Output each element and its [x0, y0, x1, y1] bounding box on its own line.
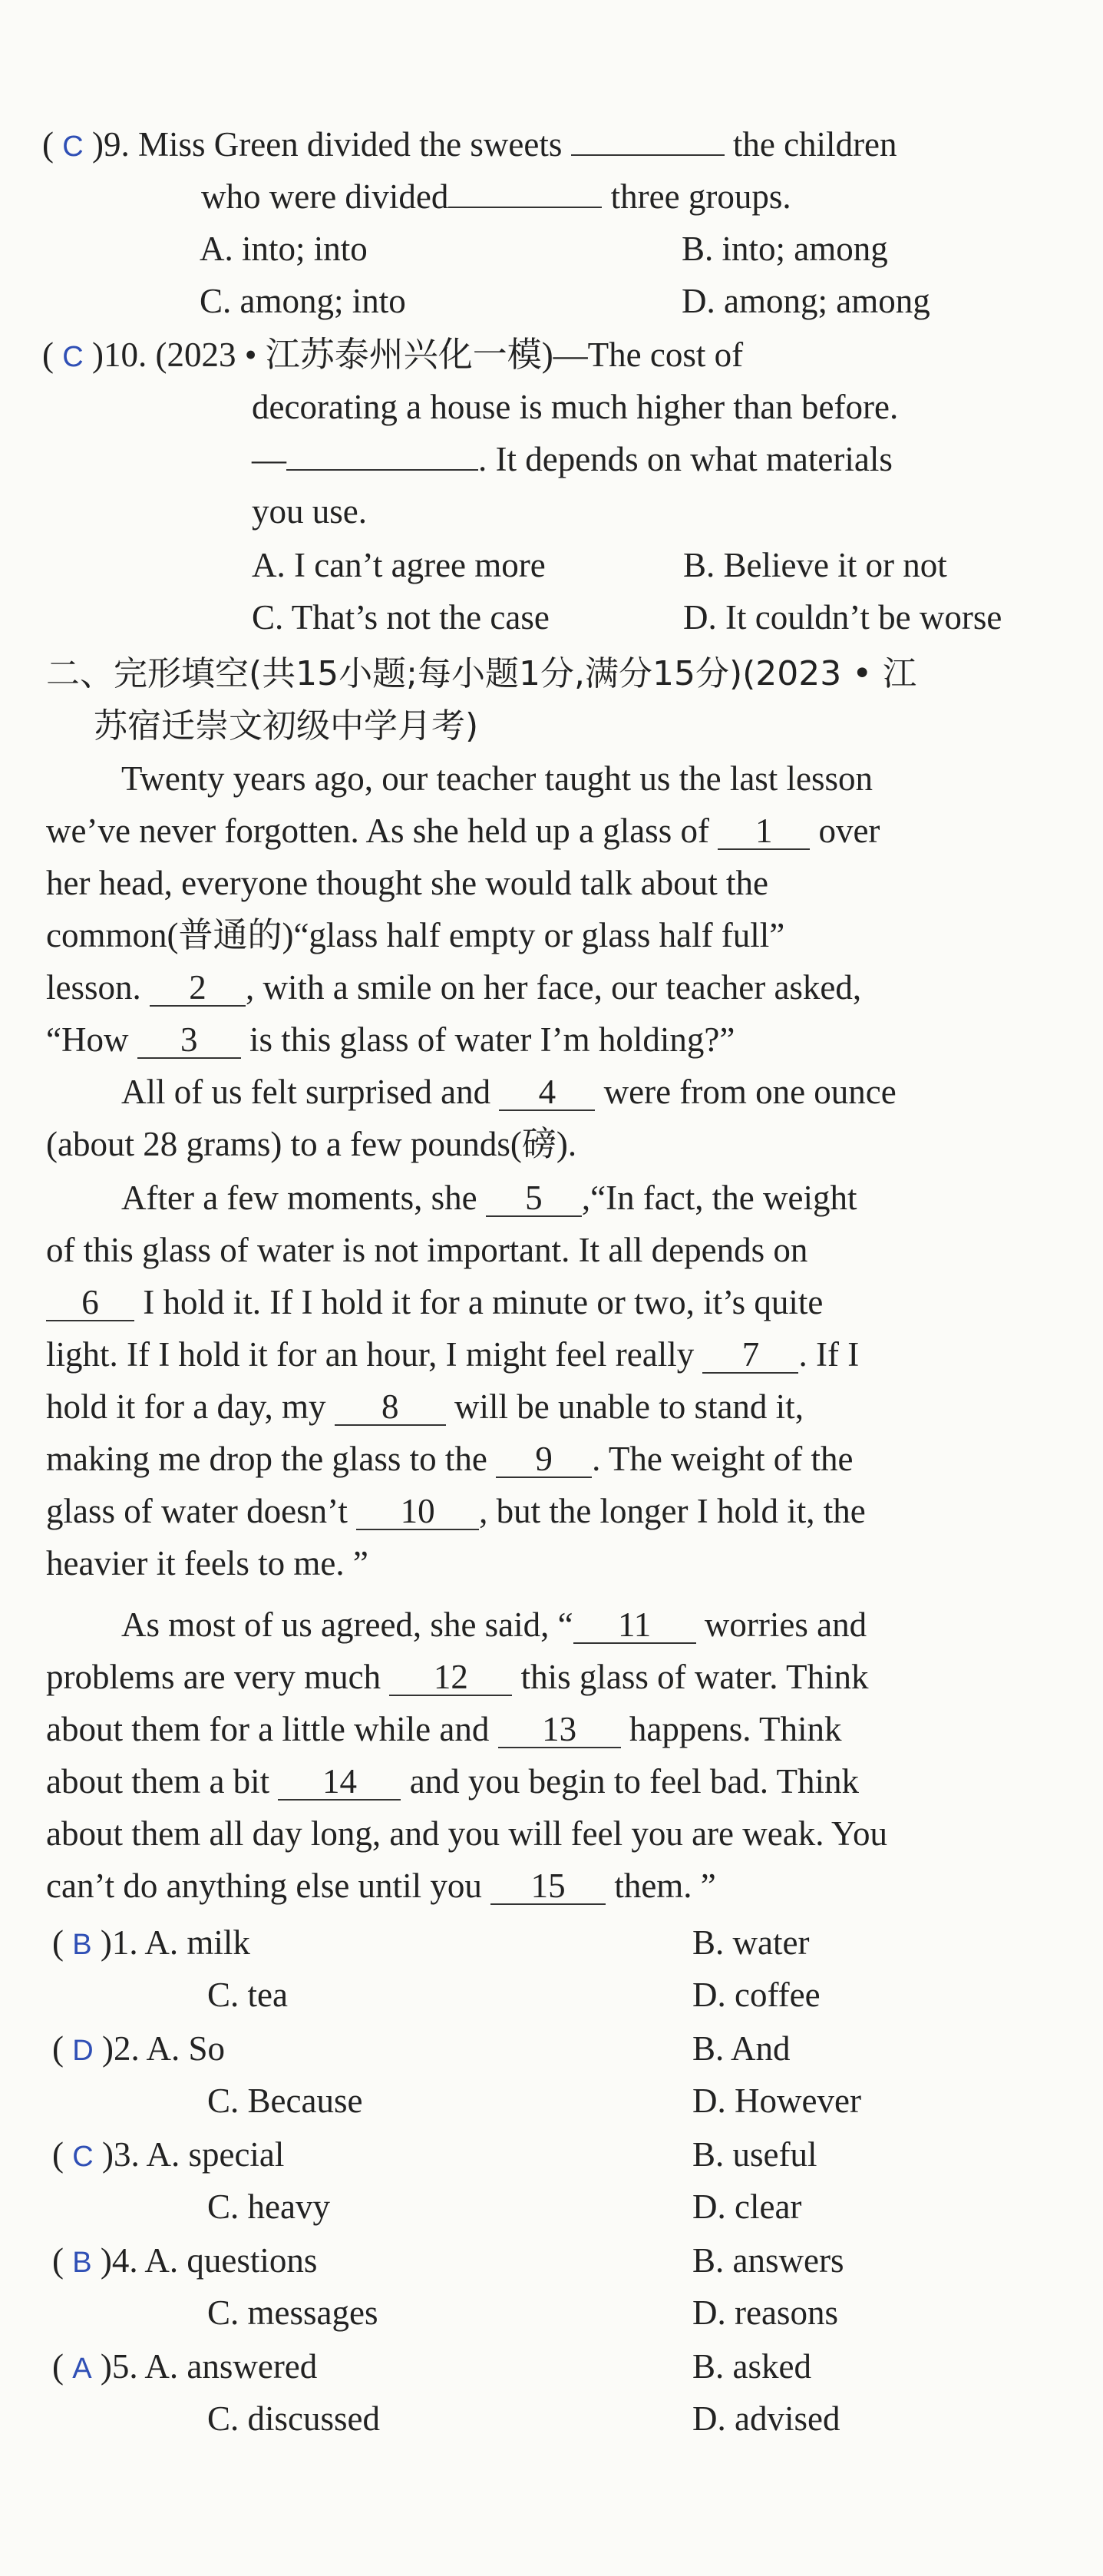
- passage-p1-line5: lesson. 2 , with a smile on her face, our teacher asked,: [46, 968, 862, 1007]
- blank-3[interactable]: 3: [137, 1022, 241, 1059]
- q9-option-d: D. among; among: [682, 282, 930, 320]
- passage-p3-line1: After a few moments, she 5 ,“In fact, the weight: [121, 1179, 857, 1217]
- question-5-option-c[interactable]: C. discussed: [207, 2399, 380, 2438]
- question-1-option-d[interactable]: D. coffee: [692, 1976, 821, 2014]
- q10-option-d: D. It couldn’t be worse: [683, 598, 1002, 637]
- q9-line2: who were divided three groups.: [201, 177, 791, 216]
- question-4-option-d[interactable]: D. reasons: [692, 2293, 838, 2332]
- blank-5[interactable]: 5: [486, 1180, 582, 1217]
- question-5-row1: ( A )5. A. answered: [52, 2347, 318, 2386]
- q9-stem-1: Miss Green divided the sweets: [137, 125, 563, 164]
- q10-option-b: B. Believe it or not: [683, 546, 947, 584]
- question-4-answer: B: [72, 2247, 92, 2279]
- passage-p1-line2: we’ve never forgotten. As she held up a glass of 1 over: [46, 812, 880, 850]
- question-3-answer: C: [72, 2141, 94, 2173]
- question-3-option-c[interactable]: C. heavy: [207, 2187, 330, 2226]
- section-heading-2: 苏宿迁崇文初级中学月考): [94, 706, 479, 746]
- passage-p3-line8: heavier it feels to me. ”: [46, 1544, 368, 1582]
- passage-p1-line3: her head, everyone thought she would talk about the: [46, 864, 768, 902]
- question-5-answer: A: [72, 2353, 92, 2385]
- q10-line1: ( C )10. (2023 • 江苏泰州兴化一模)—The cost of: [42, 336, 744, 374]
- blank-11[interactable]: 11: [573, 1607, 696, 1644]
- q9-option-b: B. into; among: [682, 230, 888, 268]
- section-heading-1: 二、完形填空(共15小题;每小题1分,满分15分)(2023 • 江: [46, 654, 917, 693]
- blank-15[interactable]: 15: [490, 1868, 606, 1905]
- question-4-option-b[interactable]: B. answers: [692, 2241, 844, 2280]
- passage-p4-line5: about them all day long, and you will feel you are weak. You: [46, 1814, 888, 1853]
- passage-p1-line4: common(普通的)“glass half empty or glass half full”: [46, 916, 785, 954]
- q9-option-a: A. into; into: [200, 230, 368, 268]
- q9-blank-1: [571, 154, 725, 156]
- q9-answer: C: [62, 131, 84, 163]
- passage-p3-line3: 6 I hold it. If I hold it for a minute or two, it’s quite: [46, 1279, 823, 1325]
- question-2-option-c[interactable]: C. Because: [207, 2082, 363, 2120]
- q10-line4: you use.: [252, 492, 367, 531]
- passage-p1-line1: Twenty years ago, our teacher taught us the last lesson: [121, 759, 873, 798]
- question-4-row1: ( B )4. A. questions: [52, 2241, 318, 2280]
- question-1-answer: B: [72, 1929, 92, 1961]
- passage-p3-line2: of this glass of water is not important. It all depends on: [46, 1231, 808, 1269]
- passage-p4-line6: can’t do anything else until you 15 them. ”: [46, 1867, 716, 1905]
- blank-13[interactable]: 13: [498, 1711, 621, 1748]
- question-3-row1: ( C )3. A. special: [52, 2135, 285, 2174]
- question-4-option-c[interactable]: C. messages: [207, 2293, 378, 2332]
- blank-1[interactable]: 1: [718, 813, 810, 850]
- passage-p3-line7: glass of water doesn’t 10 , but the longer I hold it, the: [46, 1492, 866, 1530]
- question-3-option-b[interactable]: B. useful: [692, 2135, 817, 2174]
- passage-p3-line5: hold it for a day, my 8 will be unable to stand it,: [46, 1387, 804, 1426]
- question-1-row1: ( B )1. A. milk: [52, 1923, 250, 1962]
- q10-option-c: C. That’s not the case: [252, 598, 550, 637]
- passage-p2-line2: (about 28 grams) to a few pounds(磅).: [46, 1125, 577, 1163]
- blank-7[interactable]: 7: [702, 1337, 798, 1374]
- blank-14[interactable]: 14: [278, 1764, 401, 1801]
- passage-p4-line1: As most of us agreed, she said, “ 11 worries and: [121, 1605, 867, 1644]
- passage-p3-line4: light. If I hold it for an hour, I might feel really 7 . If I: [46, 1335, 860, 1374]
- question-1-option-c[interactable]: C. tea: [207, 1976, 288, 2014]
- question-2-answer: D: [72, 2035, 94, 2067]
- blank-4[interactable]: 4: [499, 1074, 595, 1111]
- q10-option-a: A. I can’t agree more: [252, 546, 546, 584]
- q10-line2: decorating a house is much higher than before.: [252, 388, 899, 426]
- question-5-option-d[interactable]: D. advised: [692, 2399, 840, 2438]
- question-5-option-b[interactable]: B. asked: [692, 2347, 811, 2386]
- passage-p3-line6: making me drop the glass to the 9 . The weight of the: [46, 1440, 854, 1478]
- passage-p4-line4: about them a bit 14 and you begin to feel bad. Think: [46, 1762, 859, 1801]
- q9-line1: ( C )9. Miss Green divided the sweets the children: [42, 125, 897, 164]
- passage-p4-line2: problems are very much 12 this glass of water. Think: [46, 1658, 869, 1696]
- passage-p1-line6: “How 3 is this glass of water I’m holding?”: [46, 1020, 735, 1059]
- passage-p2-line1: All of us felt surprised and 4 were from one ounce: [121, 1073, 897, 1111]
- q9-blank-2: [448, 207, 602, 208]
- blank-12[interactable]: 12: [389, 1659, 512, 1696]
- blank-2[interactable]: 2: [150, 970, 246, 1007]
- question-3-option-d[interactable]: D. clear: [692, 2187, 802, 2226]
- question-1-option-b[interactable]: B. water: [692, 1923, 810, 1962]
- passage-p4-line3: about them for a little while and 13 happens. Think: [46, 1710, 842, 1748]
- blank-8[interactable]: 8: [335, 1389, 446, 1426]
- q10-line3: — . It depends on what materials: [252, 440, 893, 478]
- q9-paren: ( C: [42, 125, 84, 164]
- q10-answer: C: [62, 341, 84, 373]
- question-2-option-b[interactable]: B. And: [692, 2029, 791, 2068]
- question-2-row1: ( D )2. A. So: [52, 2029, 225, 2068]
- q10-blank: [286, 469, 478, 471]
- question-2-option-d[interactable]: D. However: [692, 2082, 861, 2120]
- blank-6[interactable]: 6: [46, 1285, 134, 1321]
- blank-10[interactable]: 10: [356, 1493, 479, 1530]
- blank-9[interactable]: 9: [496, 1441, 592, 1478]
- q9-option-c: C. among; into: [200, 282, 406, 320]
